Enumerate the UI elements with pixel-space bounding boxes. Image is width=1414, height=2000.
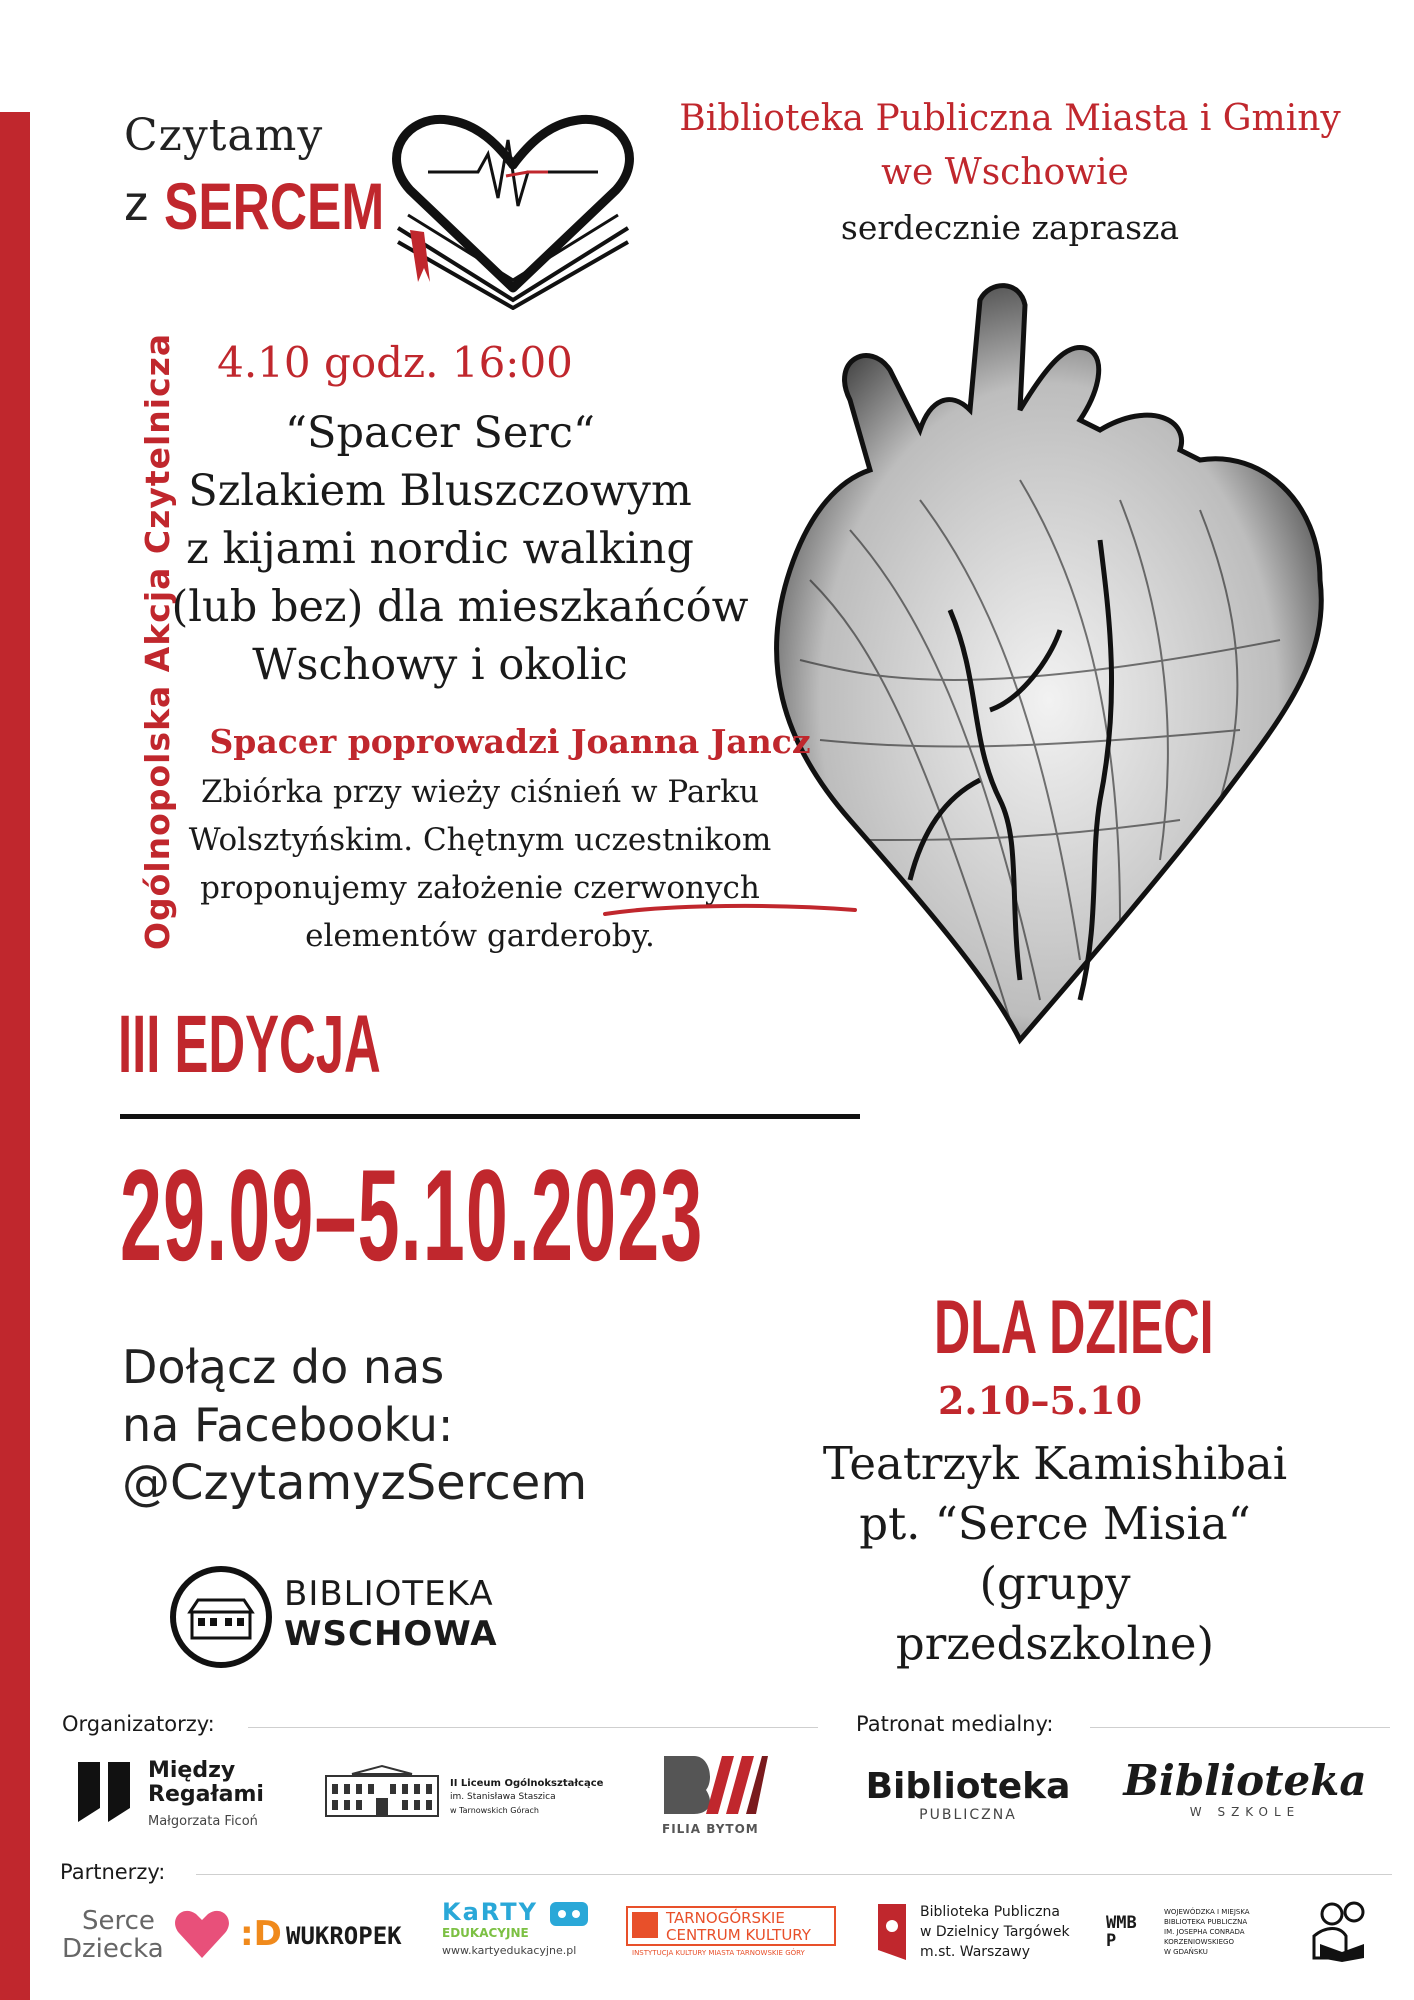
campaign-dates: 29.09–5.10.2023	[120, 1142, 704, 1288]
biblioteka-publiczna-sub: PUBLICZNA	[919, 1807, 1017, 1823]
host-line-2: we Wschowie	[881, 152, 1129, 193]
partners-separator	[196, 1874, 1392, 1875]
school-building-icon	[322, 1764, 442, 1820]
pink-heart-icon	[174, 1908, 230, 1960]
biblioteka-publiczna-logo	[848, 1766, 1088, 1823]
serce-dziecka-line-1: Serce	[82, 1906, 155, 1936]
kids-dates: 2.10–5.10	[937, 1378, 1143, 1423]
filia-bytom-logo	[654, 1752, 774, 1842]
kids-description	[815, 1434, 1295, 1674]
library-logo-line-2: WSCHOWA	[284, 1614, 498, 1654]
details-line-4: elementów garderoby.	[305, 918, 655, 954]
targowek-line-1: Biblioteka Publiczna	[920, 1904, 1060, 1920]
biblioteka-w-szkole-title: Biblioteka	[1123, 1756, 1367, 1805]
details-line-3: proponujemy założenie czerwonych	[200, 870, 760, 906]
red-side-bar	[0, 112, 30, 2000]
wbp-line-2: BIBLIOTEKA PUBLICZNA	[1164, 1918, 1248, 1926]
biblioteka-targowek-logo	[872, 1900, 1082, 1966]
host-line-1: Biblioteka Publiczna Miasta i Gminy	[679, 98, 1341, 139]
filia-bytom-text: FILIA BYTOM	[662, 1822, 759, 1836]
event-line-5: Wschowy i okolic	[252, 640, 628, 690]
targowek-line-3: m.st. Warszawy	[920, 1944, 1031, 1960]
dwukropek-logo	[240, 1910, 430, 1960]
miedzy-regalami-icon	[76, 1756, 138, 1826]
organizers-separator	[248, 1727, 818, 1728]
tck-icon	[632, 1912, 658, 1938]
kids-line-2: pt. “Serce Misia“	[859, 1497, 1251, 1550]
biblioteka-w-szkole-logo	[1120, 1756, 1370, 1819]
library-logo-line-1: BIBLIOTEKA	[284, 1574, 494, 1614]
kids-heading: DLA DZIECI	[934, 1285, 1214, 1370]
karty-line-2: EDUKACYJNE	[442, 1926, 529, 1940]
details-line-1: Zbiórka przy wieży ciśnień w Parku	[201, 774, 759, 810]
miedzy-regalami-logo	[76, 1756, 276, 1836]
karty-edukacyjne-logo	[440, 1898, 600, 1968]
campaign-logo	[120, 110, 640, 340]
event-leader: Spacer poprowadzi Joanna Jancz	[209, 722, 811, 761]
logo-line-czytamy: Czytamy	[124, 110, 324, 161]
anatomical-heart-illustration	[720, 280, 1400, 1080]
logo-line-z: z	[124, 175, 149, 231]
biblioteka-w-szkole-sub: W SZKOLE	[1189, 1805, 1301, 1819]
liceum-line-2: im. Stanisława Staszica	[450, 1792, 556, 1802]
facebook-line-2: na Facebooku:	[122, 1398, 454, 1452]
liceum-staszica-logo	[322, 1764, 622, 1824]
miedzy-regalami-line-2: Regałami	[148, 1782, 264, 1807]
serce-dziecka-logo	[62, 1902, 222, 1972]
wbp-line-3: IM. JOSEPHA CONRADA	[1164, 1928, 1245, 1936]
event-details	[160, 768, 800, 960]
targowek-line-2: w Dzielnicy Targówek	[920, 1924, 1070, 1940]
edition-label: III EDYCJA	[118, 999, 381, 1090]
speech-bubble-icon	[548, 1900, 592, 1932]
media-label: Patronat medialny:	[856, 1712, 1054, 1736]
tarnogorskie-centrum-kultury-logo	[626, 1906, 836, 1962]
library-building-icon	[168, 1564, 274, 1670]
facebook-line-1: Dołącz do nas	[122, 1340, 445, 1394]
wbp-line-5: W GDAŃSKU	[1164, 1948, 1208, 1956]
heart-book-icon	[388, 110, 638, 310]
event-line-2: Szlakiem Bluszczowym	[188, 466, 692, 516]
divider-line	[120, 1114, 860, 1119]
event-date-time: 4.10 godz. 16:00	[217, 338, 573, 387]
biblioteka-wschowa-logo	[168, 1564, 548, 1674]
tck-line-2: CENTRUM KULTURY	[666, 1926, 811, 1944]
host-line-3: serdecznie zaprasza	[840, 208, 1180, 247]
serce-dziecka-line-2: Dziecka	[62, 1934, 164, 1964]
partners-label: Partnerzy:	[60, 1860, 166, 1884]
tck-line-1: TARNOGÓRSKIE	[666, 1909, 785, 1927]
dwukropek-mark: :D	[240, 1914, 282, 1954]
campaign-vertical-label: Ogólnopolska Akcja Czytelnicza	[138, 332, 177, 950]
liceum-line-3: w Tarnowskich Górach	[450, 1806, 539, 1815]
facebook-handle[interactable]: @CzytamyzSercem	[122, 1455, 588, 1511]
red-underline-stroke	[600, 900, 860, 920]
karty-line-1: KaRTY	[442, 1898, 538, 1926]
wbp-line-1: WOJEWÓDZKA I MIEJSKA	[1164, 1908, 1250, 1916]
event-line-1: “Spacer Serc“	[285, 408, 595, 458]
readers-illustration-icon	[1302, 1896, 1382, 1966]
event-line-4: (lub bez) dla mieszkańców	[171, 582, 749, 632]
miedzy-regalami-line-1: Między	[148, 1758, 236, 1783]
organizers-label: Organizatorzy:	[62, 1712, 215, 1736]
biblioteka-publiczna-title: Biblioteka	[865, 1766, 1071, 1807]
miedzy-regalami-line-3: Małgorzata Ficoń	[148, 1814, 258, 1829]
media-separator	[1090, 1727, 1390, 1728]
bm-monogram-icon	[660, 1752, 770, 1818]
details-line-2: Wolsztyńskim. Chętnym uczestnikom	[188, 822, 772, 858]
event-description	[140, 404, 780, 694]
kids-line-3: (grupy przedszkolne)	[895, 1557, 1215, 1670]
wbp-mark: WMBP	[1106, 1913, 1137, 1951]
wbp-gdansk-logo	[1106, 1904, 1276, 1964]
targowek-icon	[872, 1902, 912, 1962]
logo-line-sercem: SERCEM	[164, 169, 385, 243]
tck-line-3: INSTYTUCJA KULTURY MIASTA TARNOWSKIE GÓRY	[632, 1949, 805, 1957]
liceum-line-1: II Liceum Ogólnokształcące	[450, 1778, 604, 1789]
dwukropek-text: WUKROPEK	[286, 1922, 402, 1950]
event-line-3: z kijami nordic walking	[186, 524, 694, 574]
kids-line-1: Teatrzyk Kamishibai	[822, 1437, 1288, 1490]
karty-url[interactable]: www.kartyedukacyjne.pl	[442, 1944, 577, 1957]
facebook-block	[122, 1338, 587, 1512]
wbp-line-4: KORZENIOWSKIEGO	[1164, 1938, 1234, 1946]
